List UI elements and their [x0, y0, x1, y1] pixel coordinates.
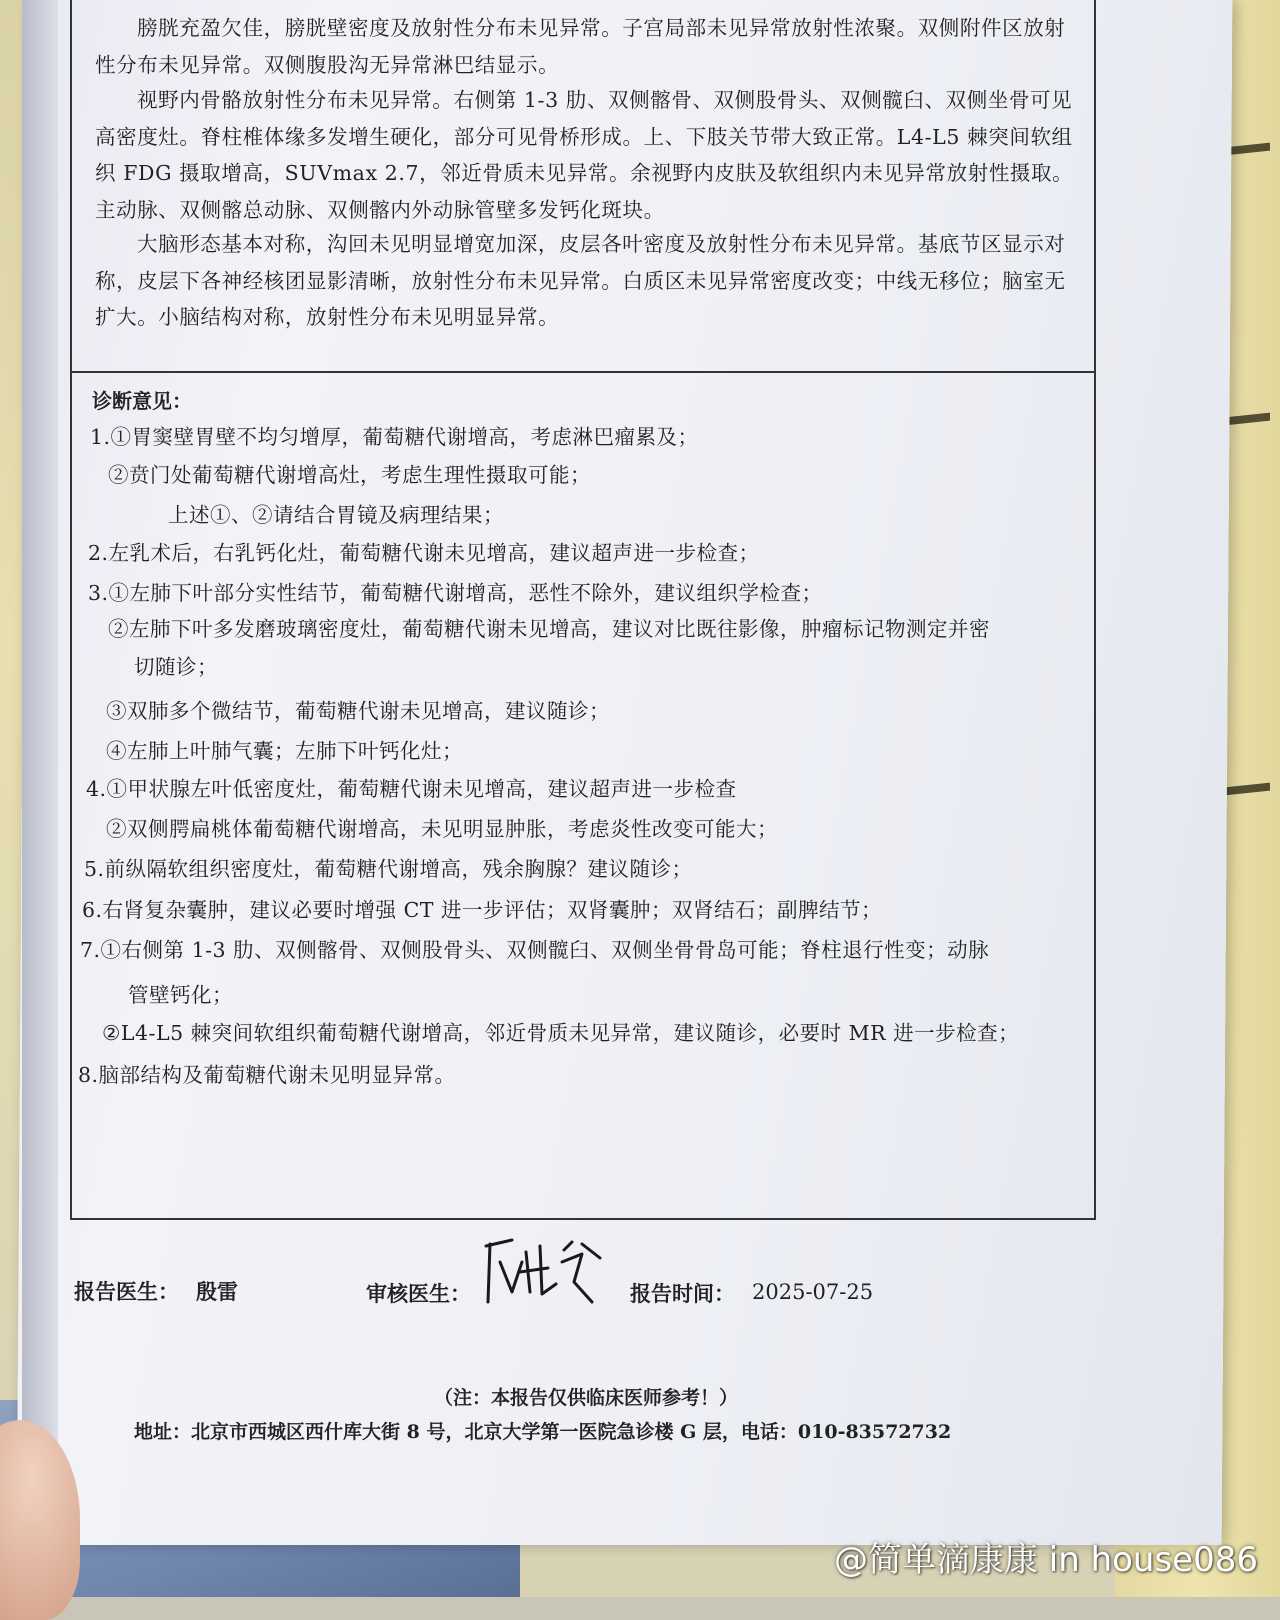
diagnosis-line: 8.脑部结构及葡萄糖代谢未见明显异常。 [78, 1063, 456, 1087]
review-doctor-label: 审核医生： [366, 1281, 471, 1306]
disclaimer-note: （注：本报告仅供临床医师参考！） [434, 1387, 739, 1409]
diagnosis-line: ③双肺多个微结节，葡萄糖代谢未见增高，建议随诊； [106, 699, 610, 723]
findings-paragraph: 视野内骨骼放射性分布未见异常。右侧第 1-3 肋、双侧髂骨、双侧股骨头、双侧髋臼、双侧坐骨可见高密度灶。脊柱椎体缘多发增生硬化，部分可见骨桥形成。上、下肢关节带大致正常。L4-L5 棘突间软组织 FDG 摄取增高，SUVmax 2.7，邻近骨质未见异常。余视野内皮肤及软组织内未见异常放射性摄取。主动脉、双侧髂总动脉、双侧髂内外动脉管壁多发钙化斑块。 [95, 88, 1074, 222]
diagnosis-line: ④左肺上叶肺气囊；左肺下叶钙化灶； [106, 739, 463, 763]
diagnosis-line: 5.前纵隔软组织密度灶，葡萄糖代谢增高，残余胸腺？建议随诊； [84, 857, 693, 881]
diagnosis-line: ②双侧腭扁桃体葡萄糖代谢增高，未见明显肿胀，考虑炎性改变可能大； [106, 817, 778, 841]
findings-paragraph: 膀胱充盈欠佳，膀胱壁密度及放射性分布未见异常。子宫局部未见异常放射性浓聚。双侧附件区放射性分布未见异常。双侧腹股沟无异常淋巴结显示。 [95, 16, 1066, 77]
diagnosis-line: ②L4-L5 棘突间软组织葡萄糖代谢增高，邻近骨质未见异常，建议随诊，必要时 MR 进一步检查； [102, 1021, 1020, 1045]
report-doctor-name: 殷雷 [196, 1279, 238, 1304]
report-time-value: 2025-07-25 [752, 1280, 874, 1304]
findings-paragraph: 大脑形态基本对称，沟回未见明显增宽加深，皮层各叶密度及放射性分布未见异常。基底节区显示对称，皮层下各神经核团显影清晰，放射性分布未见异常。白质区未见异常密度改变；中线无移位；脑室无扩大。小脑结构对称，放射性分布未见明显异常。 [95, 232, 1066, 329]
diagnosis-line: 7.①右侧第 1-3 肋、双侧髂骨、双侧股骨头、双侧髋臼、双侧坐骨骨岛可能；脊柱退行性变；动脉 [80, 938, 990, 962]
page-binding-edge [22, 0, 58, 1545]
diagnosis-line: ②左肺下叶多发磨玻璃密度灶，葡萄糖代谢未见增高，建议对比既往影像，肿瘤标记物测定并密 [108, 617, 990, 641]
report-doctor-label: 报告医生： [74, 1279, 179, 1304]
diagnosis-line: 1.①胃窦壁胃壁不均匀增厚，葡萄糖代谢增高，考虑淋巴瘤累及； [90, 425, 699, 449]
diagnosis-line: ②贲门处葡萄糖代谢增高灶，考虑生理性摄取可能； [108, 463, 591, 487]
watermark: @简单滴康康 in house086 [833, 1540, 1258, 1580]
report-time-label: 报告时间： [630, 1281, 735, 1306]
hospital-address: 地址：北京市西城区西什库大街 8 号，北京大学第一医院急诊楼 G 层，电话：010-83572732 [134, 1421, 952, 1443]
diagnosis-line: 4.①甲状腺左叶低密度灶，葡萄糖代谢未见增高，建议超声进一步检查 [86, 777, 737, 801]
section-divider [70, 371, 1094, 373]
diagnosis-line: 管壁钙化； [128, 983, 233, 1007]
diagnosis-line: 上述①、②请结合胃镜及病理结果； [168, 503, 504, 527]
diagnosis-title: 诊断意见： [92, 389, 192, 413]
handwritten-signature [482, 1232, 612, 1312]
diagnosis-line: 3.①左肺下叶部分实性结节，葡萄糖代谢增高，恶性不除外，建议组织学检查； [88, 581, 823, 605]
diagnosis-line: 2.左乳术后，右乳钙化灶，葡萄糖代谢未见增高，建议超声进一步检查； [88, 541, 760, 565]
diagnosis-line: 切随诊； [134, 655, 218, 679]
diagnosis-line: 6.右肾复杂囊肿，建议必要时增强 CT 进一步评估；双肾囊肿；双肾结石；副脾结节； [82, 898, 882, 922]
